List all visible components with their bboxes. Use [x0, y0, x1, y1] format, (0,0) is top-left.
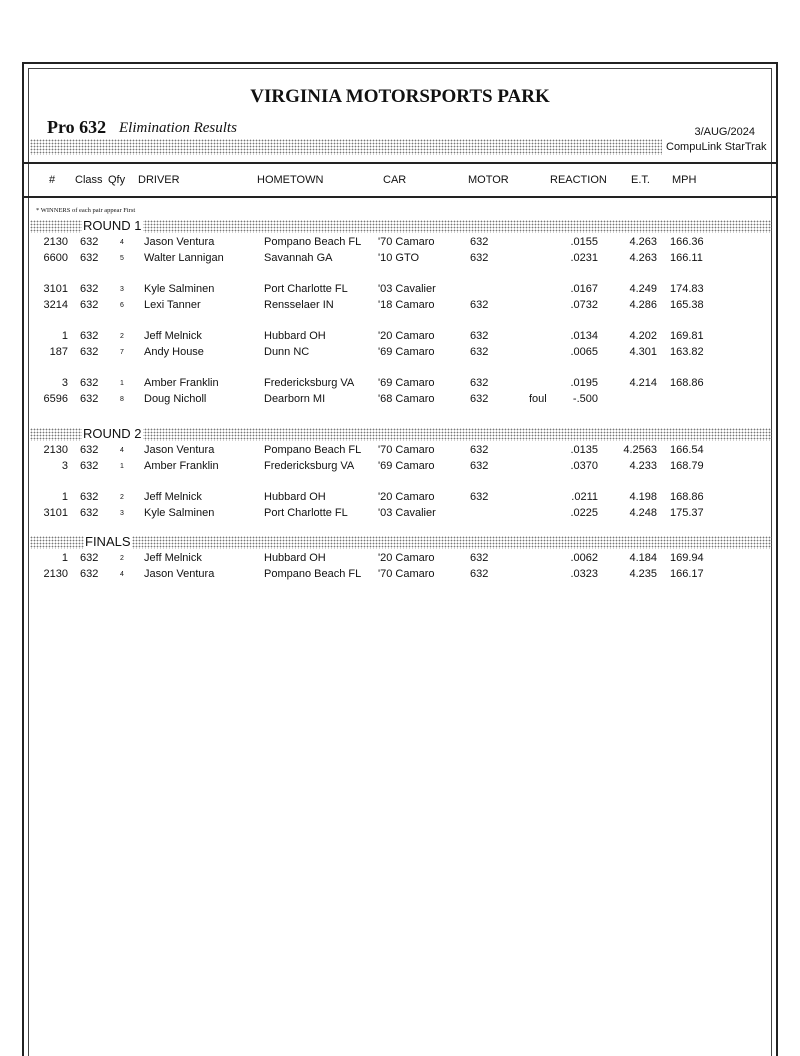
qualifying-position: 1	[120, 380, 124, 387]
qualifying-position: 4	[120, 571, 124, 578]
speed-mph: 175.37	[670, 507, 704, 519]
timing-system: CompuLink StarTrak	[666, 141, 767, 153]
speed-mph: 166.17	[670, 568, 704, 580]
driver-name: Jason Ventura	[144, 444, 215, 456]
col-et: E.T.	[631, 174, 650, 186]
round-label: ROUND 1	[83, 218, 142, 233]
motor: 632	[470, 568, 489, 580]
reaction-time: .0135	[570, 444, 598, 456]
car: '68 Camaro	[378, 393, 435, 405]
speed-mph: 163.82	[670, 346, 704, 358]
elapsed-time: 4.2563	[623, 444, 657, 456]
qualifying-position: 1	[120, 463, 124, 470]
car-number: 2130	[43, 444, 68, 456]
motor: 632	[470, 299, 489, 311]
class: 632	[80, 330, 99, 342]
elapsed-time: 4.233	[629, 460, 657, 472]
elapsed-time: 4.248	[629, 507, 657, 519]
driver-name: Jeff Melnick	[144, 330, 202, 342]
motor: 632	[470, 346, 489, 358]
car-number: 3214	[43, 299, 68, 311]
driver-name: Andy House	[144, 346, 204, 358]
car: '69 Camaro	[378, 377, 435, 389]
class: 632	[80, 491, 99, 503]
class: 632	[80, 393, 99, 405]
class: 632	[80, 460, 99, 472]
speed-mph: 168.86	[670, 491, 704, 503]
driver-name: Amber Franklin	[144, 460, 219, 472]
driver-name: Kyle Salminen	[144, 283, 215, 295]
foul-flag: foul	[529, 393, 547, 405]
qualifying-position: 2	[120, 333, 124, 340]
round-header	[30, 428, 772, 441]
qualifying-position: 8	[120, 396, 124, 403]
car: '18 Camaro	[378, 299, 435, 311]
reaction-time: .0370	[570, 460, 598, 472]
reaction-time: .0062	[570, 552, 598, 564]
round-label: FINALS	[85, 534, 131, 549]
speed-mph: 169.94	[670, 552, 704, 564]
hometown: Savannah GA	[264, 252, 333, 264]
reaction-time: .0134	[570, 330, 598, 342]
round-header	[30, 536, 772, 549]
reaction-time: .0225	[570, 507, 598, 519]
elapsed-time: 4.202	[629, 330, 657, 342]
car-number: 3	[61, 460, 68, 472]
qualifying-position: 4	[120, 447, 124, 454]
car-number: 3101	[43, 283, 68, 295]
driver-name: Jeff Melnick	[144, 552, 202, 564]
driver-name: Jeff Melnick	[144, 491, 202, 503]
car-number: 1	[61, 491, 68, 503]
col-class: Class	[75, 174, 103, 186]
elapsed-time: 4.286	[629, 299, 657, 311]
car: '03 Cavalier	[378, 507, 436, 519]
car: '20 Camaro	[378, 552, 435, 564]
car-number: 6600	[43, 252, 68, 264]
motor: 632	[470, 236, 489, 248]
class: 632	[80, 568, 99, 580]
driver-name: Walter Lannigan	[144, 252, 224, 264]
elapsed-time: 4.301	[629, 346, 657, 358]
elapsed-time: 4.184	[629, 552, 657, 564]
class: 632	[80, 552, 99, 564]
speed-mph: 166.11	[670, 252, 703, 264]
qualifying-position: 3	[120, 286, 124, 293]
car: '03 Cavalier	[378, 283, 436, 295]
header-dot-pattern	[30, 139, 662, 155]
elapsed-time: 4.249	[629, 283, 657, 295]
driver-name: Amber Franklin	[144, 377, 219, 389]
car-number: 187	[49, 346, 68, 358]
qualifying-position: 7	[120, 349, 124, 356]
event-subtitle: Elimination Results	[119, 120, 237, 136]
speed-mph: 174.83	[670, 283, 704, 295]
elapsed-time: 4.214	[629, 377, 657, 389]
motor: 632	[470, 552, 489, 564]
header-rule-top	[24, 162, 776, 164]
col-hometown: HOMETOWN	[257, 174, 324, 186]
col-mph: MPH	[672, 174, 697, 186]
reaction-time: .0323	[570, 568, 598, 580]
reaction-time: .0065	[570, 346, 598, 358]
car-number: 2130	[43, 568, 68, 580]
reaction-time: .0195	[570, 377, 598, 389]
driver-name: Jason Ventura	[144, 236, 215, 248]
reaction-time: .0732	[570, 299, 598, 311]
motor: 632	[470, 252, 489, 264]
motor: 632	[470, 330, 489, 342]
hometown: Pompano Beach FL	[264, 568, 362, 580]
hometown: Rensselaer IN	[264, 299, 334, 311]
hometown: Fredericksburg VA	[264, 377, 355, 389]
class: 632	[80, 377, 99, 389]
col-motor: MOTOR	[468, 174, 509, 186]
motor: 632	[470, 444, 489, 456]
hometown: Hubbard OH	[264, 491, 326, 503]
elapsed-time: 4.263	[629, 252, 657, 264]
speed-mph: 169.81	[670, 330, 704, 342]
class: 632	[80, 236, 99, 248]
motor: 632	[470, 491, 489, 503]
col-qfy: Qfy	[108, 174, 126, 186]
car-number: 2130	[43, 236, 68, 248]
speed-mph: 166.36	[670, 236, 704, 248]
hometown: Pompano Beach FL	[264, 236, 362, 248]
car: '20 Camaro	[378, 330, 435, 342]
car-number: 1	[61, 552, 68, 564]
qualifying-position: 5	[120, 255, 124, 262]
car: '10 GTO	[378, 252, 420, 264]
elapsed-time: 4.235	[629, 568, 657, 580]
car: '70 Camaro	[378, 236, 435, 248]
car-number: 3101	[43, 507, 68, 519]
col-reaction: REACTION	[550, 174, 607, 186]
qualifying-position: 3	[120, 510, 124, 517]
race-date: 3/AUG/2024	[694, 126, 755, 138]
elapsed-time: 4.198	[629, 491, 657, 503]
event-name: Pro 632	[47, 117, 107, 137]
class: 632	[80, 507, 99, 519]
reaction-time: .0155	[570, 236, 598, 248]
class: 632	[80, 346, 99, 358]
winners-note: * WINNERS of each pair appear First	[36, 207, 136, 214]
elapsed-time: 4.263	[629, 236, 657, 248]
class: 632	[80, 444, 99, 456]
track-title: VIRGINIA MOTORSPORTS PARK	[250, 86, 550, 107]
car: '70 Camaro	[378, 444, 435, 456]
round-label: ROUND 2	[83, 426, 142, 441]
hometown: Port Charlotte FL	[264, 507, 348, 519]
qualifying-position: 2	[120, 494, 124, 501]
qualifying-position: 2	[120, 555, 124, 562]
speed-mph: 165.38	[670, 299, 704, 311]
driver-name: Kyle Salminen	[144, 507, 215, 519]
col-num: #	[49, 174, 56, 186]
col-car: CAR	[383, 174, 407, 186]
speed-mph: 166.54	[670, 444, 704, 456]
col-driver: DRIVER	[138, 174, 180, 186]
car-number: 3	[61, 377, 68, 389]
hometown: Hubbard OH	[264, 552, 326, 564]
class: 632	[80, 283, 99, 295]
hometown: Pompano Beach FL	[264, 444, 362, 456]
driver-name: Jason Ventura	[144, 568, 215, 580]
car: '70 Camaro	[378, 568, 435, 580]
reaction-time: .0231	[570, 252, 598, 264]
driver-name: Lexi Tanner	[144, 299, 201, 311]
car: '69 Camaro	[378, 460, 435, 472]
qualifying-position: 4	[120, 239, 124, 246]
motor: 632	[470, 377, 489, 389]
reaction-time: .0167	[570, 283, 598, 295]
class: 632	[80, 299, 99, 311]
speed-mph: 168.79	[670, 460, 704, 472]
driver-name: Doug Nicholl	[144, 393, 207, 405]
hometown: Dearborn MI	[264, 393, 326, 405]
motor: 632	[470, 460, 489, 472]
car: '20 Camaro	[378, 491, 435, 503]
qualifying-position: 6	[120, 302, 124, 309]
header-rule-bottom	[24, 196, 776, 198]
reaction-time: .0211	[571, 491, 598, 503]
hometown: Port Charlotte FL	[264, 283, 348, 295]
car-number: 6596	[43, 393, 68, 405]
hometown: Hubbard OH	[264, 330, 326, 342]
speed-mph: 168.86	[670, 377, 704, 389]
hometown: Dunn NC	[264, 346, 310, 358]
car: '69 Camaro	[378, 346, 435, 358]
car-number: 1	[61, 330, 68, 342]
reaction-time: -.500	[572, 393, 598, 405]
round-header	[30, 220, 772, 233]
class: 632	[80, 252, 99, 264]
motor: 632	[470, 393, 489, 405]
hometown: Fredericksburg VA	[264, 460, 355, 472]
